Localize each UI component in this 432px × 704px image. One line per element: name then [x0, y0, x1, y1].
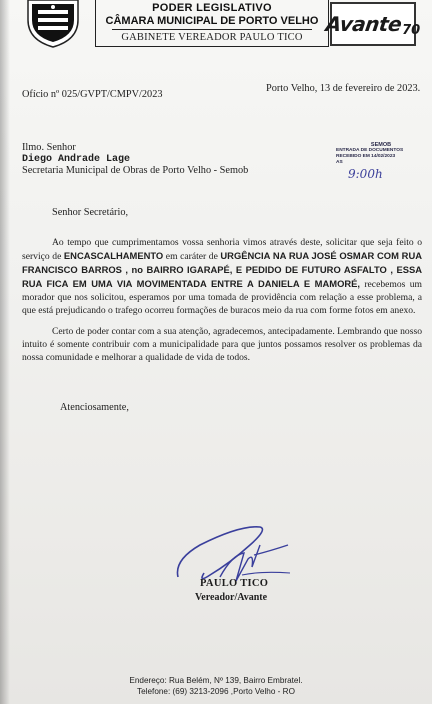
stamp-entry: ENTRADA DE DOCUMENTOS [336, 148, 404, 153]
stamp-as: AS [336, 160, 343, 165]
p1-text-c: recebemos um morador que nos solicitou, esperamos por uma tomada de providência com relação a esse problema, a que está prejudicando o trafego ocorreu formações de buracos meio da rua com forme fotos em anexo. [22, 279, 422, 316]
receipt-stamp [336, 142, 426, 181]
avante-logo [324, 2, 421, 46]
body-paragraph-2: Certo de poder contar com a sua atenção, agradecemos, antecipadamente. Lembrando que nosso intuito é somente contribuir com a municipalidade para que juntos possamos resolver os problemas da nossa comunidade e melhorar a qualidade de vida de todos. [22, 326, 422, 363]
header-office: GABINETE VEREADOR PAULO TICO [121, 32, 303, 43]
footer-phone: Telefone: (69) 3213-2096 ,Porto Velho - RO [137, 687, 295, 696]
recipient-department: Secretaria Municipal de Obras de Porto Velho - Semob [22, 165, 249, 176]
recipient-name: Diego Andrade Lage [22, 154, 131, 165]
header-chamber: CÂMARA MUNICIPAL DE PORTO VELHO [105, 15, 319, 27]
recipient-salutation: Ilmo. Senhor [22, 142, 76, 153]
header-divider [112, 29, 312, 30]
page-shadow [0, 0, 10, 704]
stamp-org: SEMOB [370, 142, 392, 148]
signatory-role: Vereador/Avante [195, 592, 268, 603]
header-power: PODER LEGISLATIVO [152, 2, 272, 14]
p1-text-b: em caráter de [163, 251, 221, 262]
p1-service: ENCASCALHAMENTO [63, 250, 164, 261]
stamp-handwritten-time: 9:00h [348, 167, 383, 181]
logo-number: 70 [402, 22, 421, 38]
p1-text-a: Ao tempo que cumprimentamos vossa senhoria vimos através deste, solicitar que seja feito o serviço de [22, 237, 422, 262]
logo-text: Avante [324, 12, 403, 36]
letterhead [95, 0, 329, 47]
municipal-crest-icon [22, 0, 84, 48]
p1-location: URGÊNCIA NA RUA JOSÉ OSMAR COM RUA FRANCISCO BARROS , no BAIRRO IGARAPÉ, E PEDIDO DE FUTURO ASFALTO , ESSA RUA FICA EM UMA VIA MOVIMENTADA ENTRE A DANIELA E MAMORÉ, [22, 250, 422, 289]
letter-date: Porto Velho, 13 de fevereiro de 2023. [266, 83, 421, 94]
closing: Atenciosamente, [60, 402, 129, 413]
oficio-number: Ofício nº 025/GVPT/CMPV/2023 [22, 89, 163, 100]
body-paragraph-1 [22, 236, 422, 317]
signatory-name: PAULO TICO [200, 578, 269, 589]
footer-address: Endereço: Rua Belém, Nº 139, Bairro Embratel. [129, 676, 303, 685]
greeting: Senhor Secretário, [52, 207, 129, 218]
stamp-received: RECEBIDO EM 14/02/2023 [336, 154, 396, 159]
